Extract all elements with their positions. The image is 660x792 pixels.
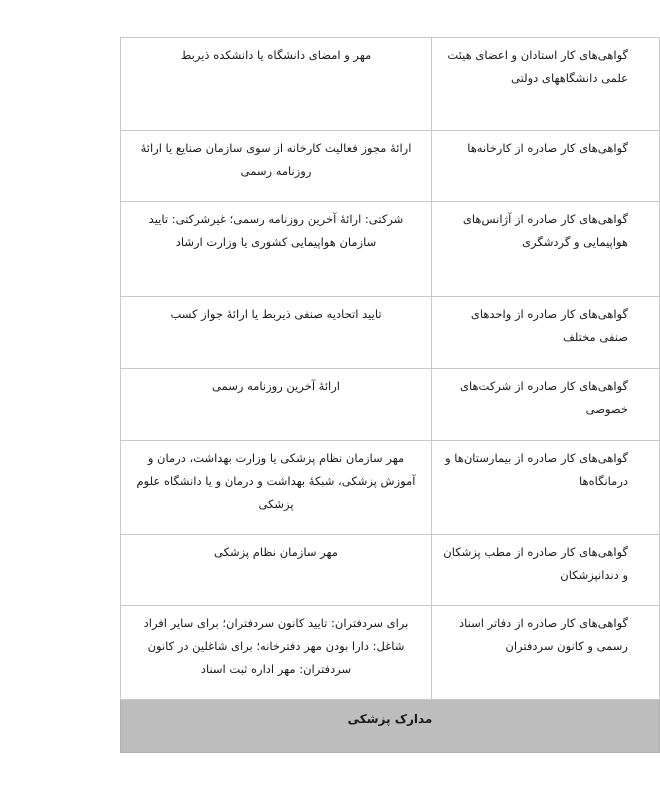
table-row — [121, 38, 660, 131]
requirement-cell: شرکتی: ارائهٔ آخرین روزنامه رسمی؛ غیرشرکتی: تایید سازمان هواپیمایی کشوری یا وزارت ارشاد — [121, 202, 432, 297]
requirement-cell: تایید اتحادیه صنفی ذیربط یا ارائهٔ جواز کسب — [121, 297, 432, 369]
certificate-type-cell: گواهی‌های کار صادره از دفاتر اسناد رسمی و کانون سردفتران — [432, 606, 660, 700]
requirement-cell: ارائهٔ مجوز فعالیت کارخانه از سوی سازمان صنایع یا ارائهٔ روزنامه رسمی — [121, 131, 432, 202]
certificate-type-cell: گواهی‌های کار صادره از شرکت‌های خصوصی — [432, 369, 660, 441]
table-row — [121, 606, 660, 700]
table-row — [121, 297, 660, 369]
certificate-type-cell: گواهی‌های کار استادان و اعضای هیئت علمی دانشگاههای دولتی — [432, 38, 660, 131]
table-row — [121, 369, 660, 441]
certificate-type-cell: گواهی‌های کار صادره از بیمارستان‌ها و درمانگاه‌ها — [432, 441, 660, 535]
document-requirements-table — [120, 37, 660, 753]
requirement-cell: برای سردفتران: تایید کانون سردفتران؛ برای سایر افراد شاغل: دارا بودن مهر دفترخانه؛ برای شاغلین در کانون سردفتران: مهر اداره ثبت اسناد — [121, 606, 432, 700]
requirement-cell: ارائهٔ آخرین روزنامه رسمی — [121, 369, 432, 441]
table-row — [121, 535, 660, 606]
certificate-type-cell: گواهی‌های کار صادره از آژانس‌های هواپیمایی و گردشگری — [432, 202, 660, 297]
section-heading-row — [121, 700, 660, 753]
table-row — [121, 131, 660, 202]
requirement-cell: مهر سازمان نظام پزشکی یا وزارت بهداشت، درمان و آموزش پزشکی، شبکهٔ بهداشت و درمان و یا دانشگاه علوم پزشکی — [121, 441, 432, 535]
certificate-type-cell: گواهی‌های کار صادره از واحدهای صنفی مختلف — [432, 297, 660, 369]
certificate-type-cell: گواهی‌های کار صادره از مطب پزشکان و دندانپزشکان — [432, 535, 660, 606]
requirement-cell: مهر سازمان نظام پزشکی — [121, 535, 432, 606]
section-heading-medical-documents: مدارک پزشکی — [121, 700, 660, 753]
table-row — [121, 202, 660, 297]
table-row — [121, 441, 660, 535]
requirement-cell: مهر و امضای دانشگاه یا دانشکده ذیربط — [121, 38, 432, 131]
certificate-type-cell: گواهی‌های کار صادره از کارخانه‌ها — [432, 131, 660, 202]
